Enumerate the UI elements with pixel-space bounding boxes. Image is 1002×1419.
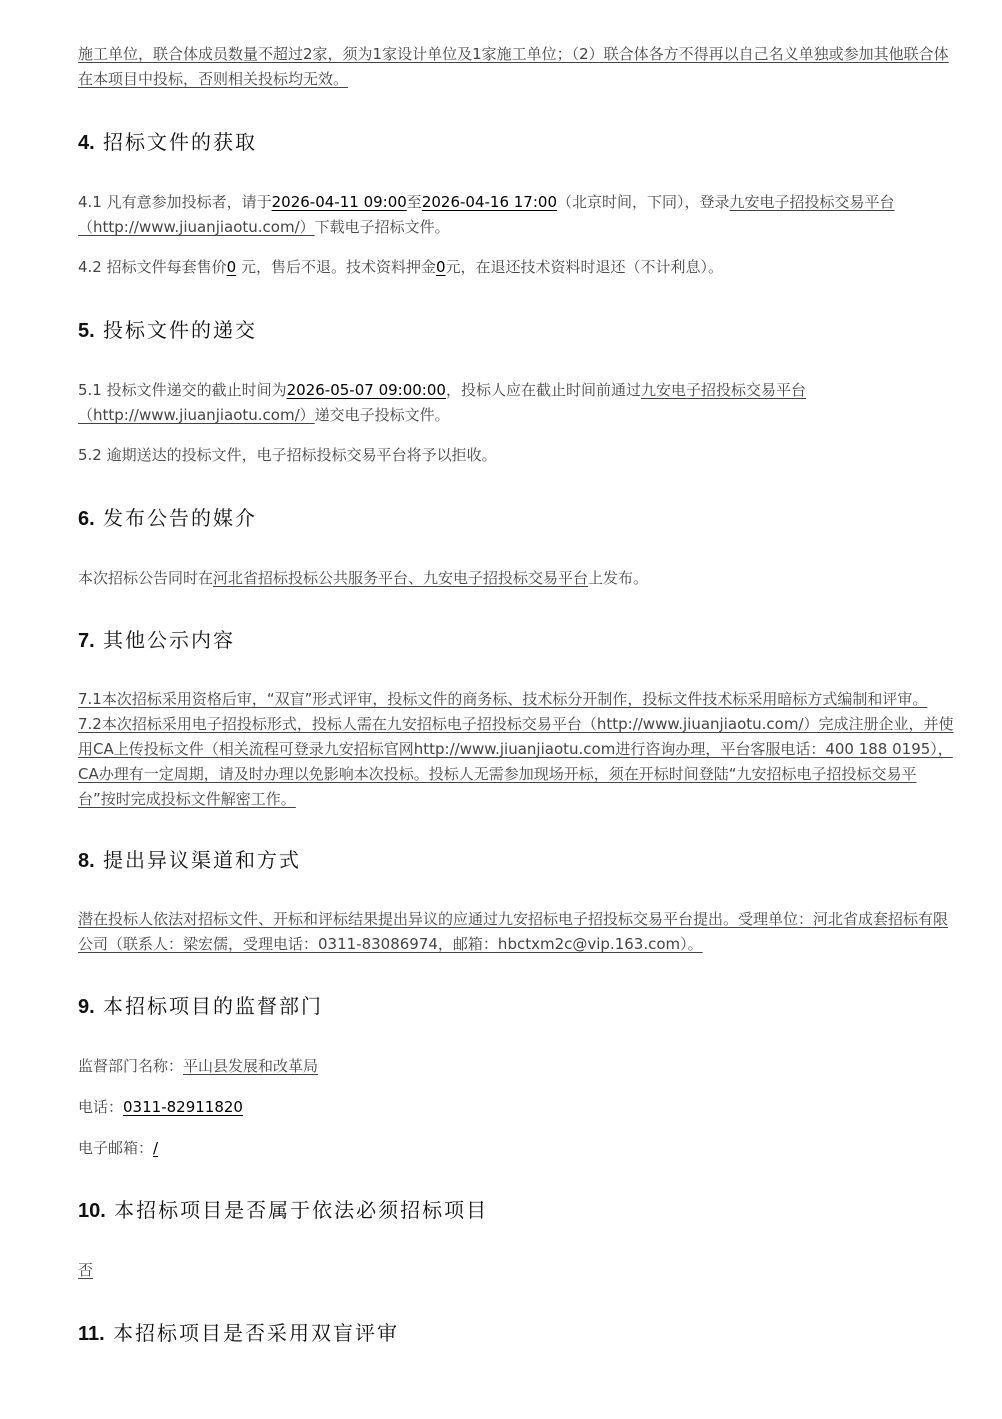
section-5-2-paragraph: 5.2 逾期送达的投标文件，电子招标投标交易平台将予以拒收。 bbox=[78, 446, 497, 464]
section-10-answer-line bbox=[78, 1258, 954, 1283]
supervisor-phone-value: 0311-82911820 bbox=[123, 1098, 243, 1116]
supervisor-email-line: 电子邮箱：/ bbox=[78, 1139, 159, 1157]
section-7-heading: 7. 其他公示内容 bbox=[78, 628, 236, 652]
section-10-answer: 否 bbox=[78, 1261, 94, 1279]
intro-text: 施工单位，联合体成员数量不超过2家，须为1家设计单位及1家施工单位；（2）联合体各方不得再以自己名义单独或参加其他联合体在本项目中投标，否则相关投标均无效。 bbox=[78, 45, 949, 88]
price-value: 0 bbox=[226, 258, 237, 276]
section-4-heading: 4. 招标文件的获取 bbox=[78, 130, 258, 154]
media-links[interactable]: 河北省招标投标公共服务平台、九安电子招投标交易平台 bbox=[213, 569, 589, 587]
intro-paragraph bbox=[78, 42, 954, 92]
platform-link[interactable]: 九安电子招投标交易平台（http://www.jiuanjiaotu.com/） bbox=[78, 381, 806, 424]
platform-link[interactable]: 九安电子招投标交易平台（http://www.jiuanjiaotu.com/） bbox=[78, 193, 895, 236]
section-5-heading: 5. 投标文件的递交 bbox=[78, 318, 258, 342]
supervisor-dept-line: 监督部门名称：平山县发展和改革局 bbox=[78, 1057, 319, 1075]
deadline-value: 2026-05-07 09:00:00 bbox=[286, 381, 446, 399]
end-time: 2026-04-16 17:00 bbox=[421, 193, 557, 211]
section-8-heading: 8. 提出异议渠道和方式 bbox=[78, 848, 302, 872]
section-11-heading: 11. 本招标项目是否采用双盲评审 bbox=[78, 1321, 400, 1345]
supervisor-dept-value: 平山县发展和改革局 bbox=[183, 1057, 319, 1075]
section-6-paragraph: 本次招标公告同时在河北省招标投标公共服务平台、九安电子招投标交易平台上发布。 bbox=[78, 569, 649, 587]
section-6-heading: 6. 发布公告的媒介 bbox=[78, 506, 258, 530]
deposit-value: 0 bbox=[435, 258, 446, 276]
section-8-paragraph bbox=[78, 907, 954, 957]
section-10-heading: 10. 本招标项目是否属于依法必须招标项目 bbox=[78, 1198, 489, 1222]
section-7-paragraph bbox=[78, 687, 954, 812]
start-time: 2026-04-11 09:00 bbox=[271, 193, 407, 211]
section-8-text: 潜在投标人依法对招标文件、开标和评标结果提出异议的应通过九安招标电子招投标交易平台提出。受理单位：河北省成套招标有限公司（联系人：梁宏儒，受理电话：0311-83086974，邮箱：hbctxm2c@vip.163.com）。 bbox=[78, 910, 949, 953]
section-4-1-paragraph: 4.1 凡有意参加投标者，请于2026-04-11 09:00至2026-04-16 17:00（北京时间，下同），登录九安电子招投标交易平台（http://www.jiuanjiaotu.com/）下载电子招标文件。 bbox=[78, 193, 895, 236]
supervisor-email-value: / bbox=[153, 1139, 159, 1157]
supervisor-phone-line: 电话：0311-82911820 bbox=[78, 1098, 243, 1116]
section-7-text: 7.1本次招标采用资格后审，“双盲”形式评审，投标文件的商务标、技术标分开制作，投标文件技术标采用暗标方式编制和评审。 7.2本次招标采用电子招投标形式，投标人需在九安招标电子招投标交易平台（http://www.jiuanjiaotu.com/）完成注册企业，并使用CA上传投标文件（相关流程可登录九安招标官网http://www.jiuanjiaotu.com进行咨询办理，平台客服电话：400 188 0195），CA办理有一定周期，请及时办理以免影响本次投标。投标人无需参加现场开标，须在开标时间登陆“九安招标电子招投标交易平台”按时完成投标文件解密工作。 bbox=[78, 690, 954, 808]
section-4-2-paragraph: 4.2 招标文件每套售价0 元，售后不退。技术资料押金0元，在退还技术资料时退还（不计利息）。 bbox=[78, 258, 724, 276]
section-9-heading: 9. 本招标项目的监督部门 bbox=[78, 994, 324, 1018]
section-5-1-paragraph: 5.1 投标文件递交的截止时间为2026-05-07 09:00:00，投标人应在截止时间前通过九安电子招投标交易平台（http://www.jiuanjiaotu.com/）递交电子投标文件。 bbox=[78, 381, 806, 424]
